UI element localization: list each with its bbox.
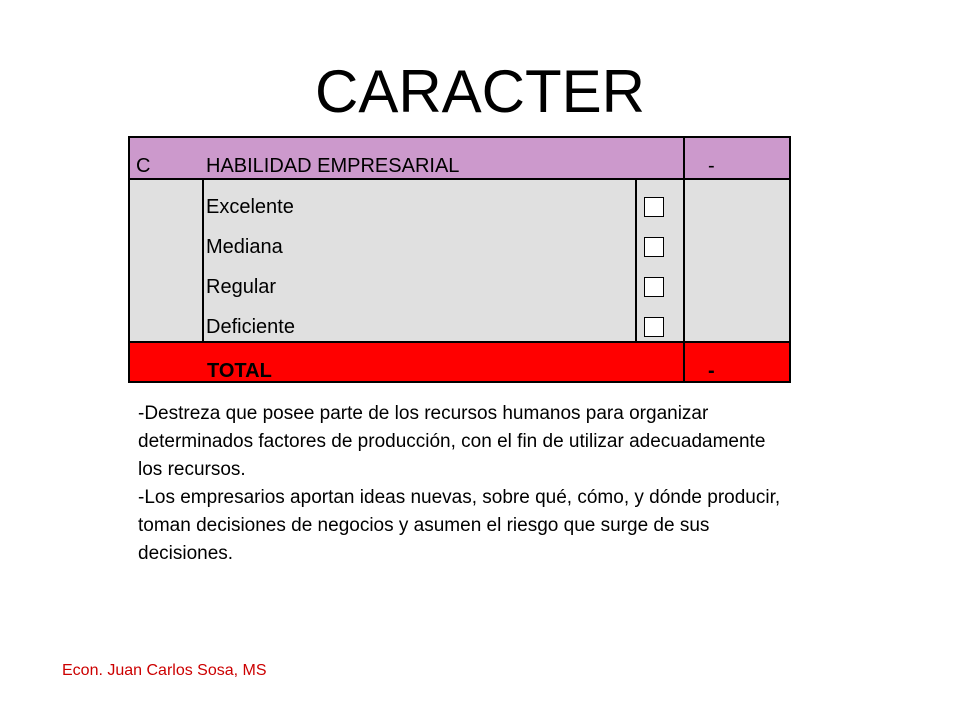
description xyxy=(138,400,793,568)
option-label-mediana: Mediana xyxy=(206,236,283,258)
option-label-excelente: Excelente xyxy=(206,196,294,218)
checkbox-deficiente[interactable] xyxy=(644,317,664,337)
checkbox-mediana[interactable] xyxy=(644,237,664,257)
table-total-row xyxy=(130,341,789,381)
option-label-deficiente: Deficiente xyxy=(206,316,295,338)
option-label-regular: Regular xyxy=(206,276,277,298)
header-divider xyxy=(683,138,685,180)
description-paragraph-2: -Los empresarios aportan ideas nuevas, sobre qué, cómo, y dónde producir, toman decisiones de negocios y asumen el riesgo que surge de sus decisiones. xyxy=(138,487,781,564)
table-header-row xyxy=(130,138,789,180)
evaluation-table xyxy=(128,136,791,383)
total-label: TOTAL xyxy=(207,360,272,382)
slide-title: CARACTER xyxy=(314,58,646,125)
checkbox-excelente[interactable] xyxy=(644,197,664,217)
header-value: - xyxy=(708,155,715,177)
footer-author: Econ. Juan Carlos Sosa, MS xyxy=(62,662,267,679)
total-value: - xyxy=(708,360,715,382)
header-label: HABILIDAD EMPRESARIAL xyxy=(206,155,460,177)
description-paragraph-1: -Destreza que posee parte de los recursos humanos para organizar determinados factores de producción, con el fin de utilizar adecuadamente los recursos. xyxy=(138,403,766,480)
checkbox-regular[interactable] xyxy=(644,277,664,297)
total-divider xyxy=(683,343,685,383)
value-column-divider xyxy=(683,178,685,345)
header-code: C xyxy=(136,155,151,177)
